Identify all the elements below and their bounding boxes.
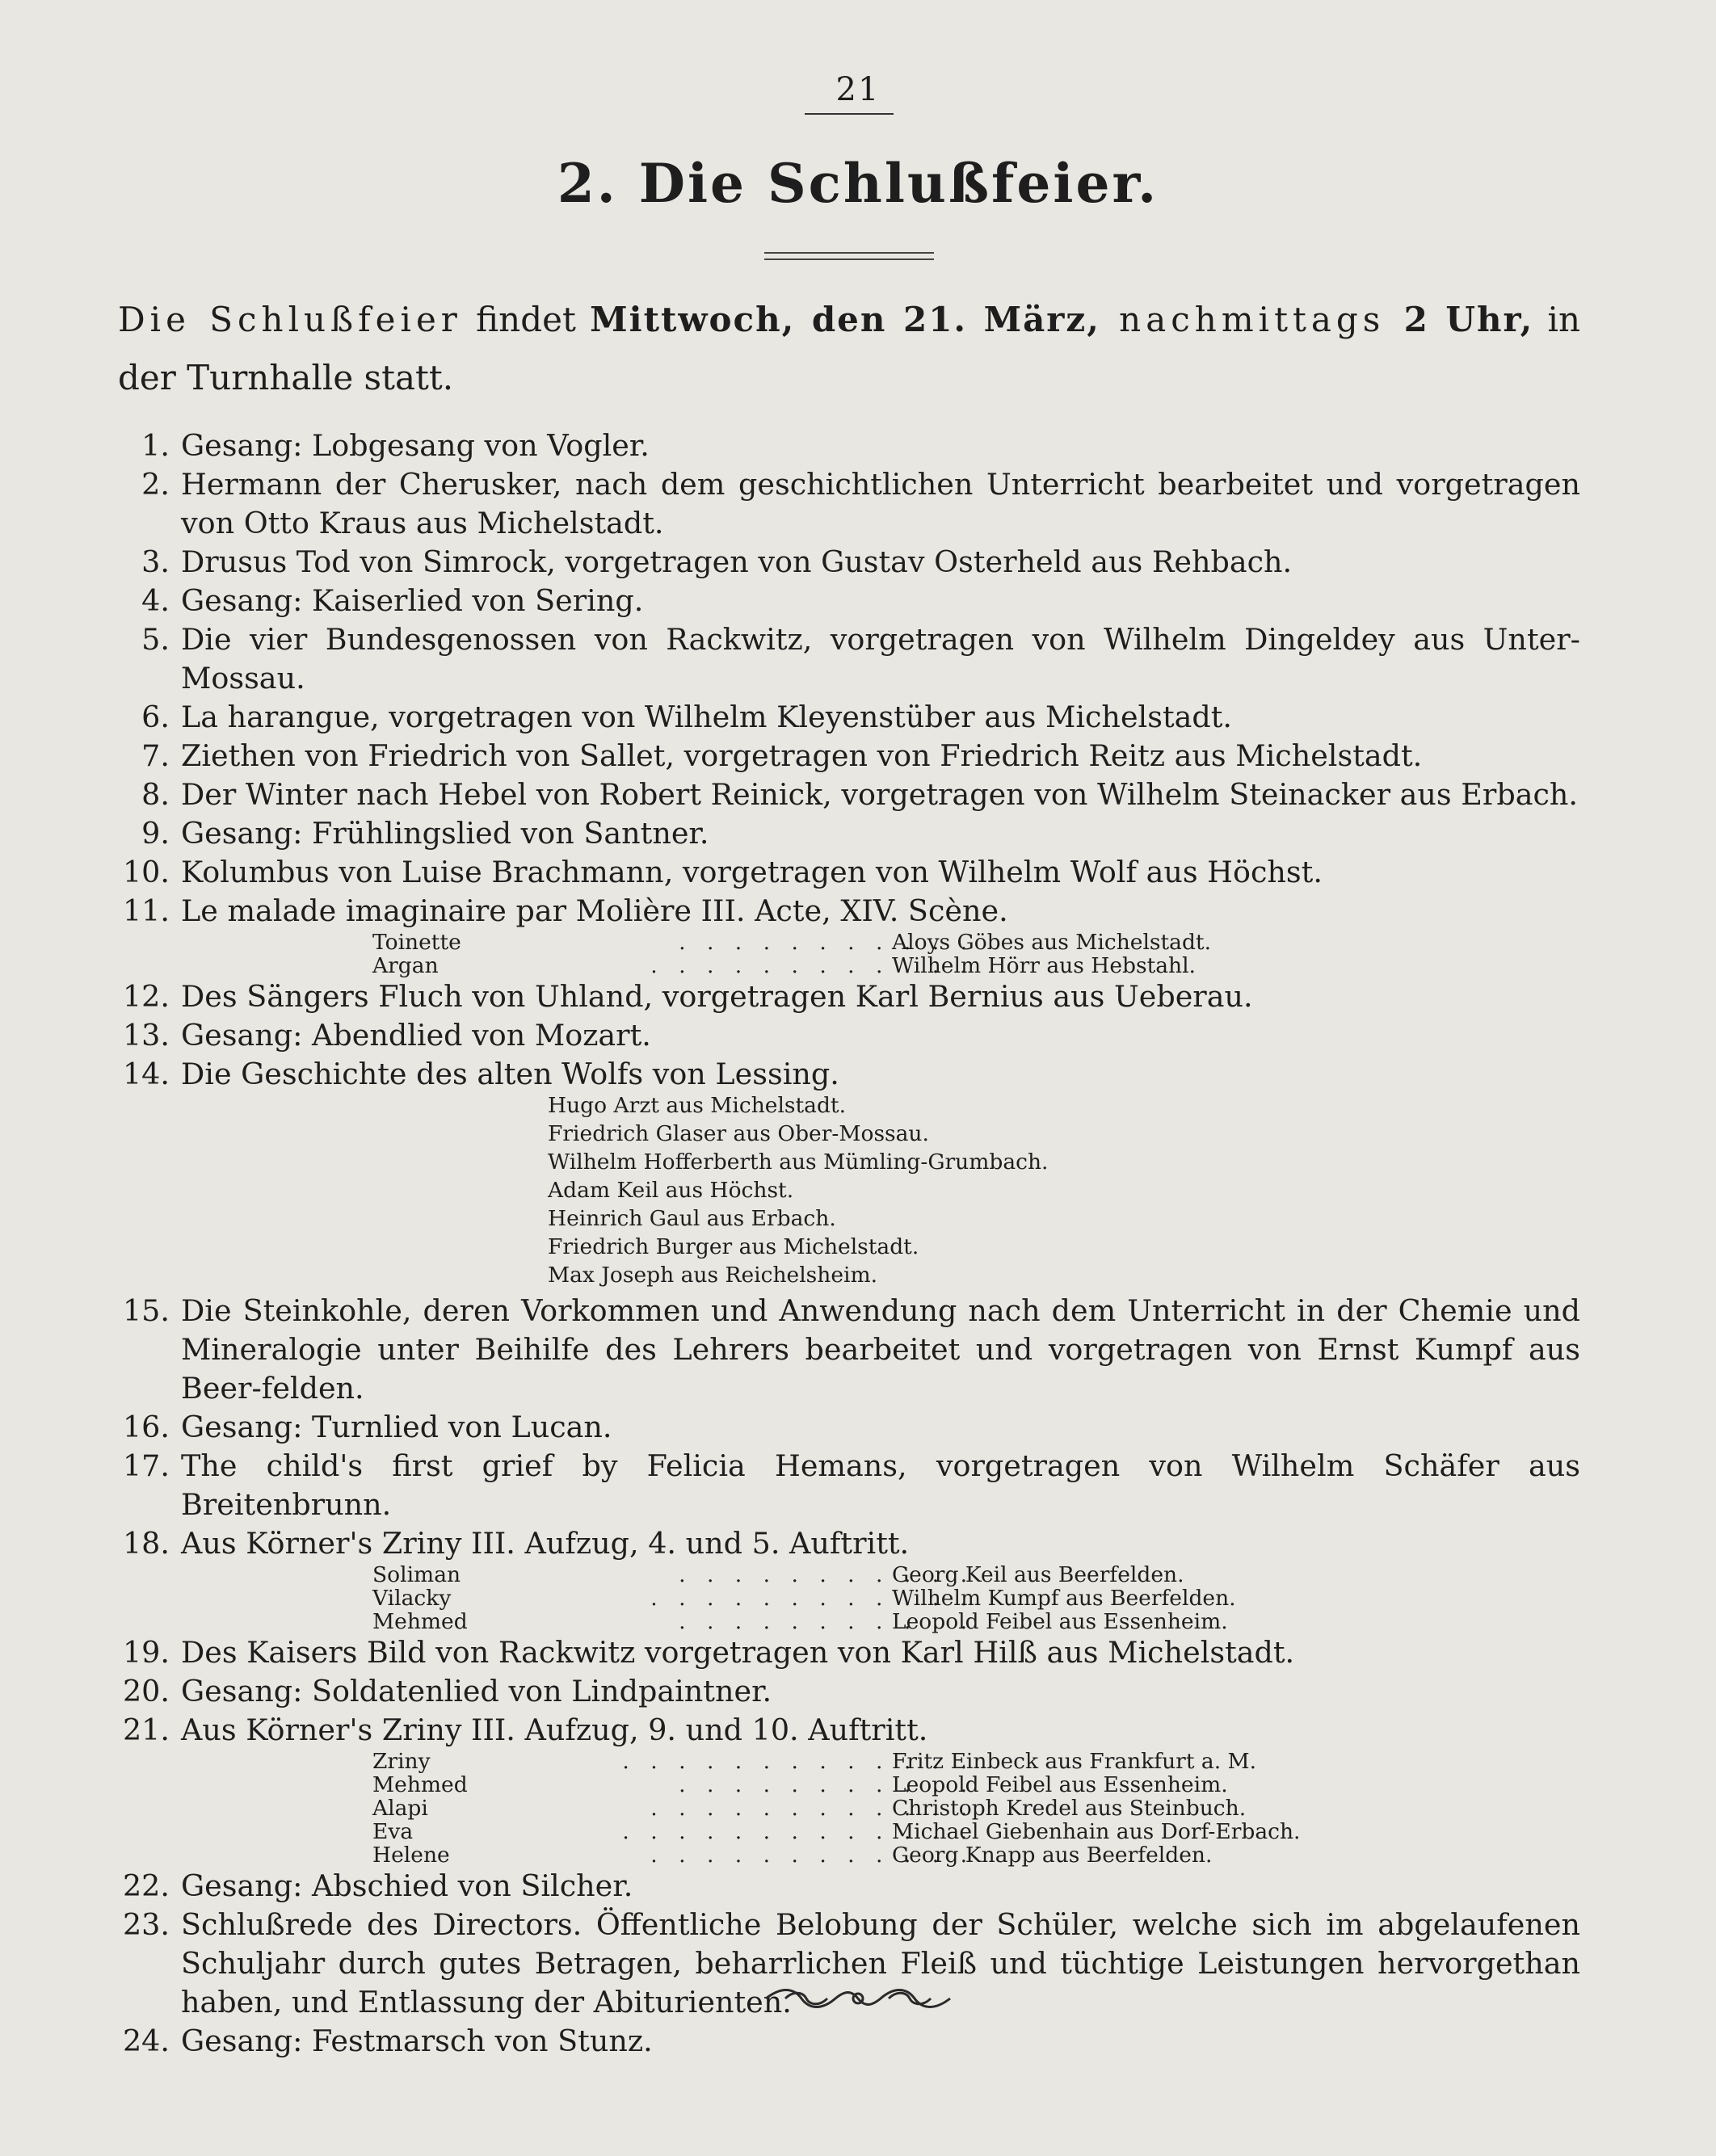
program-item bbox=[118, 1055, 1580, 1094]
item-number: 5. bbox=[141, 622, 170, 657]
role-name: Vilacky bbox=[372, 1586, 452, 1611]
item-number: 14. bbox=[122, 1057, 170, 1091]
program-item bbox=[118, 977, 1580, 1016]
role-name: Mehmed bbox=[372, 1609, 468, 1634]
role-line bbox=[118, 1587, 1580, 1610]
title-double-rule-top bbox=[764, 252, 934, 254]
cast-member: Friedrich Burger aus Michelstadt. bbox=[548, 1234, 919, 1259]
title-double-rule-bottom bbox=[764, 258, 934, 260]
item-text: Gesang: Turnlied von Lucan. bbox=[181, 1410, 612, 1444]
item-number: 18. bbox=[122, 1526, 170, 1561]
item-number: 8. bbox=[141, 777, 170, 812]
item-text: Des Kaisers Bild von Rackwitz vorgetragen von Karl Hilß aus Michelstadt. bbox=[181, 1635, 1295, 1670]
role-leader-dots: . . . . . . . . . . . . bbox=[650, 953, 974, 978]
item-number: 21. bbox=[122, 1713, 170, 1747]
role-line bbox=[118, 1843, 1580, 1867]
item-text: Des Sängers Fluch von Uhland, vorgetragen Karl Bernius aus Ueberau. bbox=[181, 979, 1253, 1014]
cast-line bbox=[118, 1235, 1580, 1263]
item-number: 12. bbox=[122, 979, 170, 1014]
item-text: The child's first grief by Felicia Hemans, vorgetragen von Wilhelm Schäfer aus Breitenbrunn. bbox=[181, 1448, 1580, 1522]
role-performer: Georg Keil aus Beerfelden. bbox=[892, 1562, 1184, 1587]
program-item bbox=[118, 2022, 1580, 2061]
item-number: 1. bbox=[141, 428, 170, 463]
cast-line bbox=[118, 1179, 1580, 1207]
item-text: Aus Körner's Zriny III. Aufzug, 4. und 5. Auftritt. bbox=[181, 1526, 910, 1561]
program-item bbox=[118, 465, 1580, 543]
role-leader-dots: . . . . . . . . . . . bbox=[679, 1562, 974, 1587]
program-item bbox=[118, 1524, 1580, 1563]
item-text: Gesang: Festmarsch von Stunz. bbox=[181, 2024, 653, 2058]
role-name: Helene bbox=[372, 1843, 450, 1868]
intro-date: Mittwoch, den 21. März, bbox=[590, 300, 1100, 339]
role-leader-dots: . . . . . . . . . . . bbox=[679, 1609, 974, 1634]
role-name: Eva bbox=[372, 1819, 414, 1844]
item-number: 13. bbox=[122, 1018, 170, 1053]
item-text: Drusus Tod von Simrock, vorgetragen von Gustav Osterheld aus Rehbach. bbox=[181, 544, 1293, 579]
role-name: Toinette bbox=[372, 930, 461, 955]
program-item bbox=[118, 853, 1580, 892]
role-performer: Christoph Kredel aus Steinbuch. bbox=[892, 1796, 1247, 1821]
program-list bbox=[118, 427, 1580, 2061]
role-name: Alapi bbox=[372, 1796, 428, 1821]
program-item bbox=[118, 1672, 1580, 1711]
cast-member: Max Joseph aus Reichelsheim. bbox=[548, 1263, 878, 1288]
role-line bbox=[118, 1750, 1580, 1773]
intro-verb: findet bbox=[461, 300, 591, 339]
item-number: 7. bbox=[141, 738, 170, 773]
role-performer: Michael Giebenhain aus Dorf-Erbach. bbox=[892, 1819, 1301, 1844]
role-leader-dots: . . . . . . . . . . . bbox=[679, 930, 974, 955]
program-item bbox=[118, 427, 1580, 465]
program-item bbox=[118, 814, 1580, 853]
item-text: Aus Körner's Zriny III. Aufzug, 9. und 10. Auftritt. bbox=[181, 1713, 928, 1747]
intro-time: 2 Uhr, bbox=[1403, 300, 1534, 339]
role-line bbox=[118, 1773, 1580, 1797]
page-title: 2. Die Schlußfeier. bbox=[557, 152, 1159, 215]
item-text: Gesang: Soldatenlied von Lindpaintner. bbox=[181, 1674, 772, 1708]
program-item bbox=[118, 1408, 1580, 1447]
item-number: 3. bbox=[141, 544, 170, 579]
item-text: Gesang: Kaiserlied von Sering. bbox=[181, 583, 644, 618]
page-number-rule bbox=[805, 113, 894, 115]
item-text: Ziethen von Friedrich von Sallet, vorgetragen von Friedrich Reitz aus Michelstadt. bbox=[181, 738, 1423, 773]
item-number: 15. bbox=[122, 1293, 170, 1328]
role-name: Soliman bbox=[372, 1562, 461, 1587]
item-text: Kolumbus von Luise Brachmann, vorgetragen von Wilhelm Wolf aus Höchst. bbox=[181, 855, 1323, 889]
item-text: Le malade imaginaire par Molière III. Acte, XIV. Scène. bbox=[181, 893, 1008, 928]
page-number: 21 bbox=[835, 71, 881, 108]
item-number: 6. bbox=[141, 700, 170, 734]
item-text: Hermann der Cherusker, nach dem geschichtlichen Unterricht bearbeitet und vorgetragen von Otto Kraus aus Michelstadt. bbox=[181, 467, 1580, 540]
program-item bbox=[118, 1711, 1580, 1750]
item-number: 19. bbox=[122, 1635, 170, 1670]
item-number: 4. bbox=[141, 583, 170, 618]
item-text: Der Winter nach Hebel von Robert Reinick, vorgetragen von Wilhelm Steinacker aus Erbach. bbox=[181, 777, 1579, 812]
item-text: Die Steinkohle, deren Vorkommen und Anwendung nach dem Unterricht in der Chemie und Mineralogie unter Beihilfe des Lehrers bearbeitet und vorgetragen von Ernst Kumpf aus Beer-felden. bbox=[181, 1293, 1580, 1406]
role-line bbox=[118, 1610, 1580, 1633]
cast-member: Heinrich Gaul aus Erbach. bbox=[548, 1206, 836, 1231]
cast-member: Friedrich Glaser aus Ober-Mossau. bbox=[548, 1121, 929, 1146]
role-performer: Wilhelm Kumpf aus Beerfelden. bbox=[892, 1586, 1236, 1611]
program-item bbox=[118, 775, 1580, 814]
program-item bbox=[118, 1867, 1580, 1906]
cast-line bbox=[118, 1122, 1580, 1150]
role-performer: Fritz Einbeck aus Frankfurt a. M. bbox=[892, 1749, 1257, 1774]
role-leader-dots: . . . . . . . . . . . . bbox=[650, 1796, 974, 1821]
role-leader-dots: . . . . . . . . . . . . . bbox=[622, 1819, 974, 1844]
role-line bbox=[118, 1820, 1580, 1843]
item-text: Die vier Bundesgenossen von Rackwitz, vorgetragen von Wilhelm Dingeldey aus Unter-Mossau. bbox=[181, 622, 1580, 696]
item-text: Gesang: Frühlingslied von Santner. bbox=[181, 816, 709, 851]
program-item bbox=[118, 620, 1580, 698]
cast-member: Adam Keil aus Höchst. bbox=[548, 1178, 794, 1203]
role-performer: Leopold Feibel aus Essenheim. bbox=[892, 1772, 1228, 1797]
program-item bbox=[118, 1292, 1580, 1408]
intro-paragraph bbox=[118, 291, 1580, 407]
item-number: 23. bbox=[122, 1907, 170, 1942]
item-number: 22. bbox=[122, 1868, 170, 1903]
program-item bbox=[118, 1633, 1580, 1672]
item-text: Gesang: Abendlied von Mozart. bbox=[181, 1018, 651, 1053]
intro-event: Die Schlußfeier bbox=[118, 300, 462, 339]
item-text: Gesang: Lobgesang von Vogler. bbox=[181, 428, 650, 463]
program-item bbox=[118, 543, 1580, 582]
program-item bbox=[118, 737, 1580, 775]
role-leader-dots: . . . . . . . . . . . . . bbox=[622, 1749, 974, 1774]
role-name: Zriny bbox=[372, 1749, 431, 1774]
item-number: 2. bbox=[141, 467, 170, 502]
cast-line bbox=[118, 1150, 1580, 1179]
role-line bbox=[118, 1563, 1580, 1587]
cast-line bbox=[118, 1263, 1580, 1292]
role-performer: Georg Knapp aus Beerfelden. bbox=[892, 1843, 1213, 1868]
item-text: Die Geschichte des alten Wolfs von Lessing. bbox=[181, 1057, 839, 1091]
item-text: La harangue, vorgetragen von Wilhelm Kleyenstüber aus Michelstadt. bbox=[181, 700, 1233, 734]
program-item bbox=[118, 1447, 1580, 1524]
program-item bbox=[118, 892, 1580, 931]
role-name: Mehmed bbox=[372, 1772, 468, 1797]
cast-member: Wilhelm Hofferberth aus Mümling-Grumbach. bbox=[548, 1149, 1049, 1175]
role-line bbox=[118, 931, 1580, 954]
role-name: Argan bbox=[372, 953, 439, 978]
item-number: 11. bbox=[122, 893, 170, 928]
role-leader-dots: . . . . . . . . . . . bbox=[679, 1772, 974, 1797]
intro-afternoon: nachmittags bbox=[1100, 300, 1404, 339]
cast-member: Hugo Arzt aus Michelstadt. bbox=[548, 1093, 847, 1118]
item-number: 16. bbox=[122, 1410, 170, 1444]
role-line bbox=[118, 1797, 1580, 1820]
program-item bbox=[118, 698, 1580, 737]
item-number: 9. bbox=[141, 816, 170, 851]
item-number: 20. bbox=[122, 1674, 170, 1708]
role-leader-dots: . . . . . . . . . . . . bbox=[650, 1586, 974, 1611]
program-item bbox=[118, 1016, 1580, 1055]
role-performer: Leopold Feibel aus Essenheim. bbox=[892, 1609, 1228, 1634]
intro-location: in der Turnhalle statt. bbox=[118, 300, 1580, 397]
item-number: 17. bbox=[122, 1448, 170, 1483]
item-number: 10. bbox=[122, 855, 170, 889]
item-text: Schlußrede des Directors. Öffentliche Belobung der Schüler, welche sich im abgelaufenen Schuljahr durch gutes Betragen, beharrlichen Fleiß und tüchtige Leistungen hervorgethan haben, und Entlassung der Abiturienten. bbox=[181, 1907, 1580, 2019]
program-item bbox=[118, 582, 1580, 620]
item-text: Gesang: Abschied von Silcher. bbox=[181, 1868, 633, 1903]
closing-flourish-ornament bbox=[761, 1981, 955, 2016]
cast-line bbox=[118, 1094, 1580, 1122]
role-performer: Aloys Göbes aus Michelstadt. bbox=[892, 930, 1212, 955]
role-performer: Wilhelm Hörr aus Hebstahl. bbox=[892, 953, 1196, 978]
item-number: 24. bbox=[122, 2024, 170, 2058]
role-leader-dots: . . . . . . . . . . . . bbox=[650, 1843, 974, 1868]
role-line bbox=[118, 954, 1580, 977]
cast-line bbox=[118, 1207, 1580, 1235]
